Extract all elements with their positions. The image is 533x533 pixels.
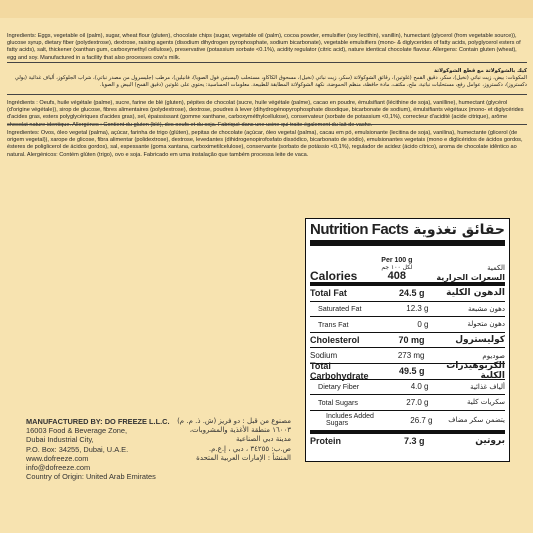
nutrient-value: 27.0 g [406,397,429,407]
nutrient-value: 24.5 g [398,288,425,299]
ingredients-pt [7,130,527,159]
nutrient-label-ar: الدهون الكلية [446,288,505,299]
nutrient-value: 26.7 g [410,415,433,425]
nutrient-label: Includes Added Sugars [326,413,374,428]
nutrient-label: Total Carbohydrate [310,361,369,382]
ingredients-ar-text: المكونات: بيض، زيت نباتي (نخيل)، سكر، دقيق القمح (غلوتين)، رقائق الشوكولاتة (سكر، زيت نباتي (نخيل)، مسحوق الكاكاو، مستحلب (ليسيثين فول الصويا)، فانيلين)، مرطب (جليسرول من مصدر نباتي)، شراب الجلوكوز، ألياف غذائية (بولي دكستروز)، دكستروز، عوامل رفع، مستحلبات نباتية، ملح، مكثف، مادة حافظة، منظم الحموضة، نكهة الشوكولاتة المطابقة للطبيعة. معلومات الحساسية: يحتوي على غلوتين (دقيق القمح) البيض و الصويا. [14,75,527,88]
top-band [0,0,533,18]
nutrient-label: Protein [310,436,342,447]
nutrient-label-ar: يتضمن سكر مضاف [448,416,505,425]
per-serving-ar: لكل ١٠٠ جم [381,264,413,271]
calories-row [310,246,505,286]
product-title-ar: كيك بالشوكولاتة مع قطع الشوكولاتة [433,68,527,74]
calories-ar [436,264,505,282]
nutrient-row-trans-fat [310,317,505,333]
nutrient-label-ar: صوديوم [482,351,505,360]
divider [7,94,527,95]
nutrient-row-protein [310,434,505,449]
manufacturer-line: 16003 Food & Beverage Zone, [26,426,128,436]
nutrient-label-ar: بروتين [475,436,505,447]
nutrient-value: 12.3 g [406,304,429,314]
manufacturer-line: Dubai Industrial City, [26,435,94,445]
ingredients-en-text: Ingredients: Eggs, vegetable oil (palm), sugar, wheat flour (gluten), chocolate chips (sugar, vegetable oil (palm), cocoa powder, emulsifier (soy lecithin), vanillin), humectant (glycerol (from vegetable source)), glucose syrup, dietary fiber (polydextrose), dextrose, raising agents (disodium dihydrogen pyrophosphate, sodium bicarbonate), vegetable emulsifiers (mono- & diglycerides of fatty acids, polyglycerol esters of fatty acids), salt, thickener (xanthan gum, carboxymethyl cellulose), preservative (potassium sorbate <0.1%), acidity regulator (citric acid), nature identical chocolate flavour. Allergens: Contain gluten (wheat), egg and soy. Manufactured in a facility that also processes cow's milk. [7,33,521,61]
ingredients-pt-text: Ingredientes: Ovos, óleo vegetal (palma), açúcar, farinha de trigo (glúten), pepitas de chocolate (açúcar, óleo vegetal (palma), cacau em pó, emulsionante (lecitina de soja), vanilina), humectante (glicerol (de origem vegetal)), xarope de glicose, fibra alimentar (polidextrose), dextrose, levedantes (dihidrogenopirofosfato dissódico, bicarbonato de sódio), emulsionantes vegetais (mono e diglicéridos de ácidos gordos, ésteres de poliglicerol de ácidos gordos), sal, espessante (goma xantana, carboximetilcelulose), conservante (sorbato de potássio <0,1%), regulador de acidez (ácido cítrico), aroma de chocolate idêntico ao natural. Alergénicos: Contém glúten (trigo), ovo e soja. Fabricado em uma instalação que também processa leite de vaca. [7,130,523,158]
nutrient-label-ar: دهون متحولة [467,320,505,329]
nutrient-label-ar: ألياف غذائية [470,382,505,391]
nutrient-label-ar: الكربوهيدرات الكلية [446,361,505,382]
manufacturer-ar-line: المنشأ : الإمارات العربية المتحدة [196,453,291,462]
calories-label: Calories [310,269,358,283]
website-link[interactable]: www.dofreeze.com [26,453,89,463]
calories-ar-line: الكمية [487,264,505,272]
manufacturer-ar-line: مصنوع من قبل : دو فريز (ش. ذ. م. م) [177,417,291,425]
nutrient-value: 70 mg [398,335,425,346]
nutrition-facts-panel [305,218,510,462]
manufacturer-en [26,417,170,481]
nutrition-title: Nutrition Facts [310,221,409,238]
manufacturer-line: Country of Origin: United Arab Emirates [26,472,156,482]
nutrition-header [310,221,505,246]
nutrient-label: Saturated Fat [318,304,362,314]
email-link[interactable]: info@dofreeze.com [26,463,91,473]
nutrient-label: Sodium [310,351,338,361]
manufacturer-line: MANUFACTURED BY: DO FREEZE L.L.C. [26,417,170,426]
nutrient-label: Total Fat [310,288,347,299]
calories-value: 408 [387,270,407,282]
divider [7,62,527,63]
nutrition-title-ar: حقائق تغذوية [413,222,505,238]
manufacturer-ar [153,417,291,463]
nutrient-value: 273 mg [397,351,425,361]
nutrient-row-dietary-fiber [310,380,505,396]
ingredients-fr-text: Ingrédients : Oeufs, huile végétale (palme), sucre, farine de blé (gluten), pépites de chocolat (sucre, huile végétale (palme), cacao en poudre, émulsifiant (lécithine de soja), vanilline), humectant (glycérol (d'origine végétale)), sirop de glucose, fibres alimentaires (polydextrose), dextrose, poudres à lever (dihydrogénopyrophosphate disodique, bicarbonate de sodium), émulsifiants végétaux (mono- et diglycérides d'acides gras, esters polyglycériques d'acides gras), sel, épaississant (gomme xanthane, carboxyméthylcellulose), conservateur (sorbate de potassium <0,1%), correcteur d'acidité (acide citrique), arôme chocolat nature identique. Allergènes : Contient du gluten (blé), des oeufs et du soja. Fabriqué dans une usine qui traite également du lait de vache. [7,100,524,128]
nutrient-label: Cholesterol [310,335,360,346]
nutrient-label: Total Sugars [318,397,358,407]
manufacturer-ar-line: ١٦٠٠٣ منطقة الأغذية والمشروبات، [189,426,291,435]
nutrient-label-ar: سكريات كلية [466,398,505,407]
manufacturer-line: P.O. Box: 34255, Dubai, U.A.E. [26,444,129,454]
nutrient-row-total-sugars [310,395,505,411]
nutrient-row-total-carbohydrate [310,361,505,382]
manufacturer-ar-line: مدينة دبي الصناعية [235,435,291,444]
manufacturer-ar-line: ص.ب: ٣٤٢٥٥ ، دبي ، إ.ع.م. [208,444,291,453]
ingredients-ar [7,68,527,89]
nutrient-label: Trans Fat [318,319,349,329]
nutrient-row-total-fat [310,286,505,302]
nutrient-row-saturated-fat [310,302,505,318]
nutrient-row-cholesterol [310,333,505,349]
divider [7,124,527,125]
per-serving: Per 100 g [381,257,413,264]
nutrient-value: 49.5 g [398,366,425,377]
nutrient-label-ar: كوليسترول [455,335,505,346]
nutrient-label: Dietary Fiber [318,382,360,392]
nutrient-value: 4.0 g [410,382,429,392]
nutrient-row-added-sugars [310,411,505,431]
calories-ar-line: السعرات الحرارية [436,273,505,282]
ingredients-en [7,33,527,62]
nutrient-value: 0 g [417,319,429,329]
nutrient-value: 7.3 g [403,436,425,447]
nutrient-label-ar: دهون مشبعة [467,304,505,313]
calories-amount [367,257,427,282]
